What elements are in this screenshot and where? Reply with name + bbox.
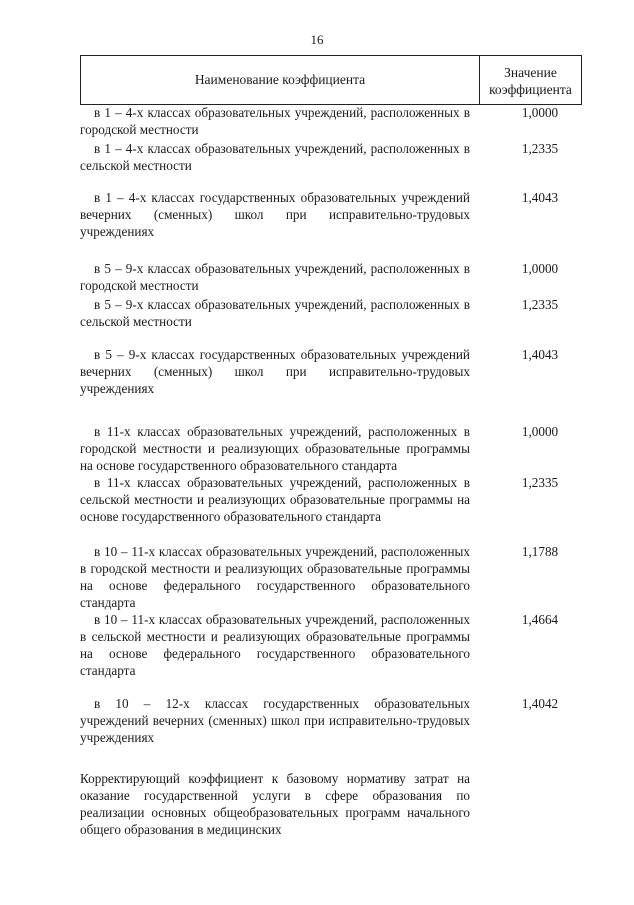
row-value: 1,4043 [521, 190, 559, 205]
table-row [80, 189, 582, 240]
row-value: 1,0000 [521, 261, 559, 276]
table-row [80, 611, 582, 679]
row-value: 1,2335 [521, 475, 559, 490]
table-row [80, 346, 582, 397]
table-row [80, 695, 582, 746]
row-value: 1,2335 [521, 141, 559, 156]
row-name: в 5 – 9-х классах образовательных учреждений, расположенных в городской местности [80, 261, 470, 293]
row-value: 1,1788 [521, 544, 559, 559]
table-row [80, 423, 582, 474]
row-name: в 10 – 11-х классах образовательных учреждений, расположенных в сельской местности и реализующих образовательные программы на основе федерального государственного образовательного стандарта [80, 612, 470, 678]
row-name: в 5 – 9-х классах государственных образовательных учреждений вечерних (сменных) школ при исправительно-трудовых учреждениях [80, 347, 470, 396]
row-value: 1,4664 [521, 612, 559, 627]
table-row [80, 260, 582, 294]
page-number: 16 [310, 32, 324, 47]
row-name: в 5 – 9-х классах образовательных учреждений, расположенных в сельской местности [80, 297, 470, 329]
row-name: в 1 – 4-х классах государственных образовательных учреждений вечерних (сменных) школ при исправительно-трудовых учреждениях [80, 190, 470, 239]
table-row [80, 104, 582, 138]
coefficient-rows [80, 104, 582, 746]
header-value-line1: Значение [504, 64, 557, 80]
table-row [80, 296, 582, 330]
row-name: в 1 – 4-х классах образовательных учреждений, расположенных в сельской местности [80, 141, 470, 173]
corrective-coefficient-paragraph: Корректирующий коэффициент к базовому нормативу затрат на оказание государственной услуги в сфере образования по реализации основных общеобразовательных программ начального общего образования в медицинских [80, 771, 470, 837]
row-value: 1,0000 [521, 424, 559, 439]
row-name: в 10 – 12-х классах государственных образовательных учреждений вечерних (сменных) школ при исправительно-трудовых учреждениях [80, 696, 470, 745]
row-name: в 11-х классах образовательных учреждений, расположенных в сельской местности и реализующих образовательные программы на основе государственного образовательного стандарта [80, 475, 470, 524]
row-name: в 10 – 11-х классах образовательных учреждений, расположенных в городской местности и реализующих образовательные программы на основе федерального государственного образовательного стандарта [80, 544, 470, 610]
row-value: 1,4043 [521, 347, 559, 362]
header-coefficient-value [480, 56, 581, 104]
row-name: в 11-х классах образовательных учреждений, расположенных в городской местности и реализующих образовательные программы на основе государственного образовательного стандарта [80, 424, 470, 473]
table-header [80, 55, 582, 105]
table-row [80, 474, 582, 525]
header-coefficient-name: Наименование коэффициента [81, 56, 480, 104]
table-row [80, 543, 582, 611]
header-value-line2: коэффициента [489, 81, 572, 97]
row-value: 1,4042 [521, 696, 559, 711]
row-name: в 1 – 4-х классах образовательных учреждений, расположенных в городской местности [80, 105, 470, 137]
table-row [80, 140, 582, 174]
row-value: 1,0000 [521, 105, 559, 120]
row-value: 1,2335 [521, 297, 559, 312]
